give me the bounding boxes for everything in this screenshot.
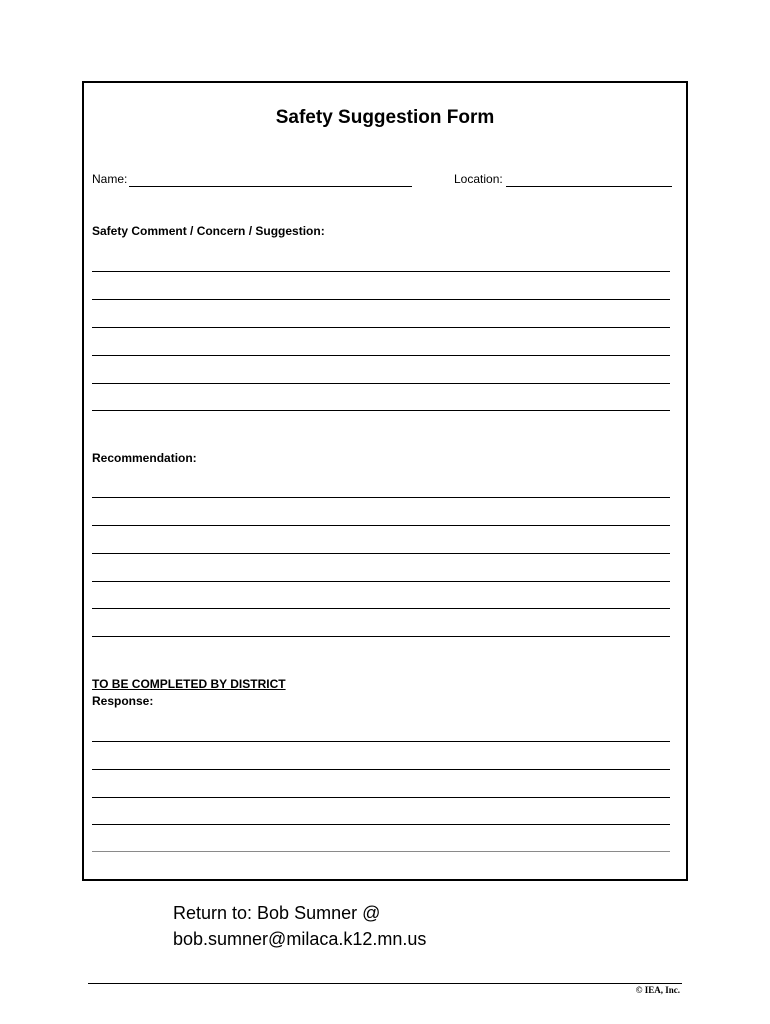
- recommendation-line[interactable]: [92, 553, 670, 554]
- response-line[interactable]: [92, 851, 670, 852]
- recommendation-line[interactable]: [92, 608, 670, 609]
- district-label: TO BE COMPLETED BY DISTRICT: [92, 677, 286, 691]
- recommendation-line[interactable]: [92, 525, 670, 526]
- return-to-text: Return to: Bob Sumner @: [173, 903, 381, 923]
- comment-line[interactable]: [92, 271, 670, 272]
- comment-line[interactable]: [92, 410, 670, 411]
- comment-line[interactable]: [92, 355, 670, 356]
- recommendation-line[interactable]: [92, 636, 670, 637]
- response-line[interactable]: [92, 797, 670, 798]
- recommendation-line[interactable]: [92, 581, 670, 582]
- form-title: Safety Suggestion Form: [275, 107, 495, 128]
- comment-label: Safety Comment / Concern / Suggestion:: [92, 224, 325, 238]
- comment-line[interactable]: [92, 383, 670, 384]
- response-line[interactable]: [92, 824, 670, 825]
- copyright-notice: © IEA, Inc.: [635, 985, 680, 995]
- name-label: Name:: [92, 172, 128, 186]
- response-line[interactable]: [92, 769, 670, 770]
- name-field[interactable]: [129, 186, 412, 187]
- comment-line[interactable]: [92, 327, 670, 328]
- recommendation-line[interactable]: [92, 497, 670, 498]
- return-email: bob.sumner@milaca.k12.mn.us: [173, 929, 427, 949]
- safety-suggestion-form: [82, 81, 688, 881]
- response-label: Response:: [92, 694, 154, 708]
- recommendation-label: Recommendation:: [92, 451, 197, 465]
- footer-divider: [88, 983, 682, 984]
- location-label: Location:: [454, 172, 503, 186]
- response-line[interactable]: [92, 741, 670, 742]
- location-field[interactable]: [506, 186, 672, 187]
- comment-line[interactable]: [92, 299, 670, 300]
